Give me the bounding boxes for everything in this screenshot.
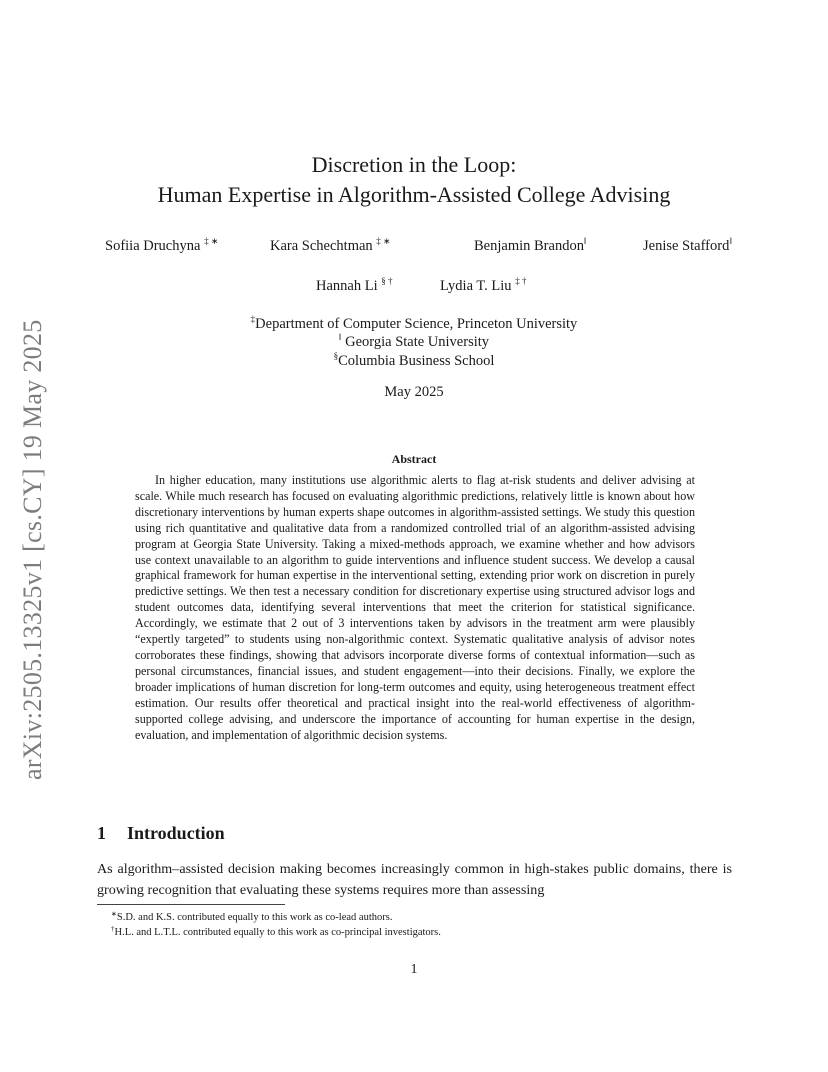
section-title: Introduction [127,823,225,843]
author [105,236,218,255]
paper-title [0,150,828,210]
author-name: Jenise Stafford [643,238,730,254]
author-name: Benjamin Brandon [474,238,584,254]
title-line-1: Discretion in the Loop: [311,152,517,177]
footnote-rule [97,904,285,905]
introduction-text: As algorithm–assisted decision making becomes increasingly common in high-stakes public domains, there is growing recognition that evaluating these systems requires more than assessing [97,861,732,898]
author [440,276,526,295]
footnote-mark: ∗ [111,910,117,918]
section-heading [97,823,225,844]
author [643,236,732,255]
arxiv-identifier[interactable]: arXiv:2505.13325v1 [cs.CY] 19 May 2025 [18,319,47,780]
footnote-text: H.L. and L.T.L. contributed equally to this work as co-principal investigators. [114,927,441,938]
author-marks: § † [381,276,393,286]
author [474,236,586,255]
affiliation-text: Columbia Business School [338,353,495,369]
section-number: 1 [97,823,106,843]
affiliation [0,332,828,351]
author-marks: ‖ [583,236,587,246]
author-marks: ‡ ∗ [204,236,219,246]
author-marks: ‡ ∗ [376,236,391,246]
affiliation-mark: ‡ [250,314,256,324]
author-marks: ‡ † [515,276,527,286]
author-marks: ‖ [729,236,732,246]
author-name: Kara Schechtman [270,238,373,254]
abstract-heading: Abstract [391,452,437,466]
paper-date: May 2025 [384,384,444,400]
affiliation-mark: § [333,351,339,361]
affiliation-text: Georgia State University [345,334,490,350]
abstract-text: In higher education, many institutions use algorithmic alerts to flag at-risk students and deliver advising at scale. While much research has focused on evaluating algorithmic predictions, relatively little is known about how discretionary interventions by human experts shape outcomes in algorithm-assisted settings. We study this question using rich quantitative and qualitative data from a randomized controlled trial of an algorithm-assisted advising program at Georgia State University. Taking a mixed-methods approach, we examine whether and how advisors use context unavailable to an algorithm to guide interventions and influence student success. We develop a causal graphical framework for human expertise in the interventional setting, extending prior work on discretion in purely predictive settings. We then test a necessary condition for discretionary expertise using structured advisor logs and student outcomes data, identifying several interventions that meet the criterion for statistical significance. Accordingly, we estimate that 2 out of 3 interventions taken by advisors in the treatment arm were plausibly “expertly targeted” to students using non-algorithmic context. Systematic qualitative analysis of advisor notes corroborates these findings, showing that advisors incorporate diverse forms of contextual information—such as personal circumstances, financial issues, and student engagement—into their decisions. Finally, we explore the broader implications of human discretion for long-term outcomes and equity, using heterogeneous treatment effect estimation. Our results offer theoretical and practical insight into the real-world effectiveness of algorithm-supported college advising, and underscore the importance of accounting for human expertise in the design, evaluation, and implementation of algorithmic decision systems. [135,473,695,742]
author-name: Lydia T. Liu [440,278,512,294]
footnote-text: S.D. and K.S. contributed equally to this work as co-lead authors. [116,912,393,923]
author [270,236,391,255]
author-name: Sofiia Druchyna [105,238,201,254]
page-number: 1 [410,962,418,977]
affiliation-mark: ‖ [338,332,342,342]
author-name: Hannah Li [316,278,378,294]
affiliation [0,314,828,333]
affiliation-text: Department of Computer Science, Princeton University [255,316,578,332]
title-line-2: Human Expertise in Algorithm-Assisted College Advising [157,182,671,207]
author [316,276,392,295]
affiliation [0,351,828,370]
footnote-mark: † [111,925,115,933]
footnote [111,922,441,940]
